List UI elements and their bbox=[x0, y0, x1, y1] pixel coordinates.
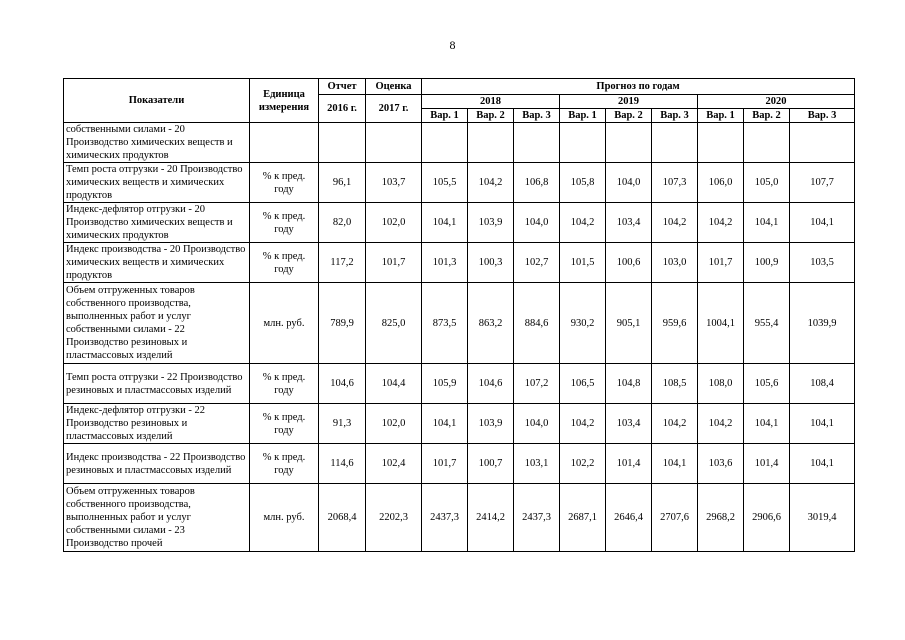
value-cell: 108,4 bbox=[790, 364, 855, 404]
header-variant: Вар. 1 bbox=[422, 109, 468, 123]
value-cell: 1004,1 bbox=[698, 283, 744, 364]
value-cell: 2068,4 bbox=[319, 484, 366, 552]
value-cell: 101,7 bbox=[422, 444, 468, 484]
value-cell: 102,0 bbox=[366, 404, 422, 444]
value-cell: 105,0 bbox=[744, 163, 790, 203]
value-cell: 2906,6 bbox=[744, 484, 790, 552]
indicator-cell: Объем отгруженных товаров собственного производства, выполненных работ и услуг собственными силами - 23 Производство прочей bbox=[64, 484, 250, 552]
indicator-cell: Индекс производства - 22 Производство резиновых и пластмассовых изделий bbox=[64, 444, 250, 484]
value-cell: 101,3 bbox=[422, 243, 468, 283]
value-cell: 108,5 bbox=[652, 364, 698, 404]
value-cell: 107,3 bbox=[652, 163, 698, 203]
value-cell bbox=[606, 123, 652, 163]
value-cell: 103,6 bbox=[698, 444, 744, 484]
unit-cell: % к пред. году bbox=[250, 243, 319, 283]
value-cell: 102,2 bbox=[560, 444, 606, 484]
header-indicator: Показатели bbox=[64, 79, 250, 123]
page-number: 8 bbox=[449, 38, 456, 52]
value-cell: 2437,3 bbox=[422, 484, 468, 552]
value-cell: 102,7 bbox=[514, 243, 560, 283]
value-cell: 104,2 bbox=[560, 404, 606, 444]
value-cell: 108,0 bbox=[698, 364, 744, 404]
unit-cell: % к пред. году bbox=[250, 404, 319, 444]
value-cell: 105,9 bbox=[422, 364, 468, 404]
unit-cell: % к пред. году bbox=[250, 444, 319, 484]
value-cell: 101,4 bbox=[606, 444, 652, 484]
value-cell: 100,9 bbox=[744, 243, 790, 283]
value-cell: 103,5 bbox=[790, 243, 855, 283]
value-cell: 2414,2 bbox=[468, 484, 514, 552]
value-cell: 103,9 bbox=[468, 404, 514, 444]
value-cell bbox=[366, 123, 422, 163]
value-cell: 884,6 bbox=[514, 283, 560, 364]
header-variant: Вар. 3 bbox=[652, 109, 698, 123]
forecast-table bbox=[63, 78, 855, 552]
value-cell: 106,5 bbox=[560, 364, 606, 404]
indicator-cell: Индекс-дефлятор отгрузки - 22 Производство резиновых и пластмассовых изделий bbox=[64, 404, 250, 444]
header-variant: Вар. 2 bbox=[468, 109, 514, 123]
value-cell: 789,9 bbox=[319, 283, 366, 364]
value-cell: 2968,2 bbox=[698, 484, 744, 552]
header-variant: Вар. 3 bbox=[514, 109, 560, 123]
unit-cell: % к пред. году bbox=[250, 364, 319, 404]
value-cell bbox=[514, 123, 560, 163]
value-cell: 106,8 bbox=[514, 163, 560, 203]
indicator-cell: Индекс-дефлятор отгрузки - 20 Производство химических веществ и химических продуктов bbox=[64, 203, 250, 243]
table-row bbox=[64, 444, 855, 484]
value-cell: 103,4 bbox=[606, 203, 652, 243]
value-cell: 905,1 bbox=[606, 283, 652, 364]
value-cell: 107,2 bbox=[514, 364, 560, 404]
header-year-2018: 2018 bbox=[422, 95, 560, 109]
value-cell: 104,0 bbox=[514, 404, 560, 444]
value-cell: 104,6 bbox=[468, 364, 514, 404]
table-row bbox=[64, 484, 855, 552]
value-cell: 103,9 bbox=[468, 203, 514, 243]
value-cell: 105,8 bbox=[560, 163, 606, 203]
value-cell bbox=[744, 123, 790, 163]
table-row bbox=[64, 203, 855, 243]
value-cell: 104,1 bbox=[422, 404, 468, 444]
value-cell bbox=[652, 123, 698, 163]
table-header bbox=[64, 79, 855, 123]
value-cell bbox=[468, 123, 514, 163]
header-year-2020: 2020 bbox=[698, 95, 855, 109]
value-cell: 114,6 bbox=[319, 444, 366, 484]
unit-cell: % к пред. году bbox=[250, 163, 319, 203]
value-cell: 101,7 bbox=[698, 243, 744, 283]
table-row bbox=[64, 364, 855, 404]
value-cell: 105,6 bbox=[744, 364, 790, 404]
value-cell: 104,1 bbox=[744, 203, 790, 243]
value-cell: 103,7 bbox=[366, 163, 422, 203]
value-cell: 2687,1 bbox=[560, 484, 606, 552]
value-cell: 1039,9 bbox=[790, 283, 855, 364]
table-row bbox=[64, 404, 855, 444]
value-cell: 106,0 bbox=[698, 163, 744, 203]
value-cell: 103,0 bbox=[652, 243, 698, 283]
value-cell bbox=[560, 123, 606, 163]
value-cell: 2202,3 bbox=[366, 484, 422, 552]
header-year-2019: 2019 bbox=[560, 95, 698, 109]
value-cell: 104,1 bbox=[790, 404, 855, 444]
value-cell: 2646,4 bbox=[606, 484, 652, 552]
value-cell: 104,1 bbox=[790, 203, 855, 243]
value-cell: 102,4 bbox=[366, 444, 422, 484]
unit-cell bbox=[250, 123, 319, 163]
indicator-cell: Объем отгруженных товаров собственного производства, выполненных работ и услуг собственными силами - 22 Производство резиновых и пластмассовых изделий bbox=[64, 283, 250, 364]
value-cell: 104,0 bbox=[514, 203, 560, 243]
indicator-cell: Темп роста отгрузки - 22 Производство резиновых и пластмассовых изделий bbox=[64, 364, 250, 404]
value-cell: 96,1 bbox=[319, 163, 366, 203]
unit-cell: млн. руб. bbox=[250, 283, 319, 364]
value-cell: 104,2 bbox=[698, 203, 744, 243]
value-cell: 104,1 bbox=[652, 444, 698, 484]
indicator-cell: собственными силами - 20 Производство химических веществ и химических продуктов bbox=[64, 123, 250, 163]
value-cell: 104,1 bbox=[744, 404, 790, 444]
unit-cell: % к пред. году bbox=[250, 203, 319, 243]
value-cell: 825,0 bbox=[366, 283, 422, 364]
value-cell: 104,2 bbox=[560, 203, 606, 243]
value-cell: 117,2 bbox=[319, 243, 366, 283]
value-cell bbox=[698, 123, 744, 163]
value-cell: 3019,4 bbox=[790, 484, 855, 552]
value-cell: 101,7 bbox=[366, 243, 422, 283]
value-cell: 107,7 bbox=[790, 163, 855, 203]
value-cell: 101,4 bbox=[744, 444, 790, 484]
value-cell: 104,2 bbox=[698, 404, 744, 444]
header-unit: Единица измерения bbox=[250, 79, 319, 123]
header-variant: Вар. 1 bbox=[698, 109, 744, 123]
header-variant: Вар. 2 bbox=[606, 109, 652, 123]
table-row bbox=[64, 163, 855, 203]
header-forecast: Прогноз по годам bbox=[422, 79, 855, 95]
value-cell: 2437,3 bbox=[514, 484, 560, 552]
header-report-year: 2016 г. bbox=[319, 95, 366, 123]
value-cell bbox=[790, 123, 855, 163]
value-cell: 104,6 bbox=[319, 364, 366, 404]
value-cell: 102,0 bbox=[366, 203, 422, 243]
value-cell bbox=[319, 123, 366, 163]
table-body bbox=[64, 123, 855, 552]
value-cell: 91,3 bbox=[319, 404, 366, 444]
header-estimate-year: 2017 г. bbox=[366, 95, 422, 123]
header-report: Отчет bbox=[319, 79, 366, 95]
value-cell: 104,2 bbox=[652, 203, 698, 243]
value-cell: 863,2 bbox=[468, 283, 514, 364]
value-cell: 104,1 bbox=[790, 444, 855, 484]
value-cell: 105,5 bbox=[422, 163, 468, 203]
value-cell: 104,1 bbox=[422, 203, 468, 243]
header-variant: Вар. 2 bbox=[744, 109, 790, 123]
value-cell: 100,3 bbox=[468, 243, 514, 283]
value-cell: 955,4 bbox=[744, 283, 790, 364]
value-cell: 104,2 bbox=[468, 163, 514, 203]
header-variant: Вар. 3 bbox=[790, 109, 855, 123]
value-cell: 104,0 bbox=[606, 163, 652, 203]
table-row bbox=[64, 283, 855, 364]
value-cell bbox=[422, 123, 468, 163]
value-cell: 104,8 bbox=[606, 364, 652, 404]
header-estimate: Оценка bbox=[366, 79, 422, 95]
value-cell: 101,5 bbox=[560, 243, 606, 283]
value-cell: 100,7 bbox=[468, 444, 514, 484]
value-cell: 104,2 bbox=[652, 404, 698, 444]
unit-cell: млн. руб. bbox=[250, 484, 319, 552]
value-cell: 103,1 bbox=[514, 444, 560, 484]
table-row bbox=[64, 123, 855, 163]
value-cell: 104,4 bbox=[366, 364, 422, 404]
value-cell: 103,4 bbox=[606, 404, 652, 444]
value-cell: 2707,6 bbox=[652, 484, 698, 552]
value-cell: 100,6 bbox=[606, 243, 652, 283]
value-cell: 959,6 bbox=[652, 283, 698, 364]
value-cell: 930,2 bbox=[560, 283, 606, 364]
indicator-cell: Индекс производства - 20 Производство химических веществ и химических продуктов bbox=[64, 243, 250, 283]
value-cell: 82,0 bbox=[319, 203, 366, 243]
table-row bbox=[64, 243, 855, 283]
header-variant: Вар. 1 bbox=[560, 109, 606, 123]
value-cell: 873,5 bbox=[422, 283, 468, 364]
indicator-cell: Темп роста отгрузки - 20 Производство химических веществ и химических продуктов bbox=[64, 163, 250, 203]
